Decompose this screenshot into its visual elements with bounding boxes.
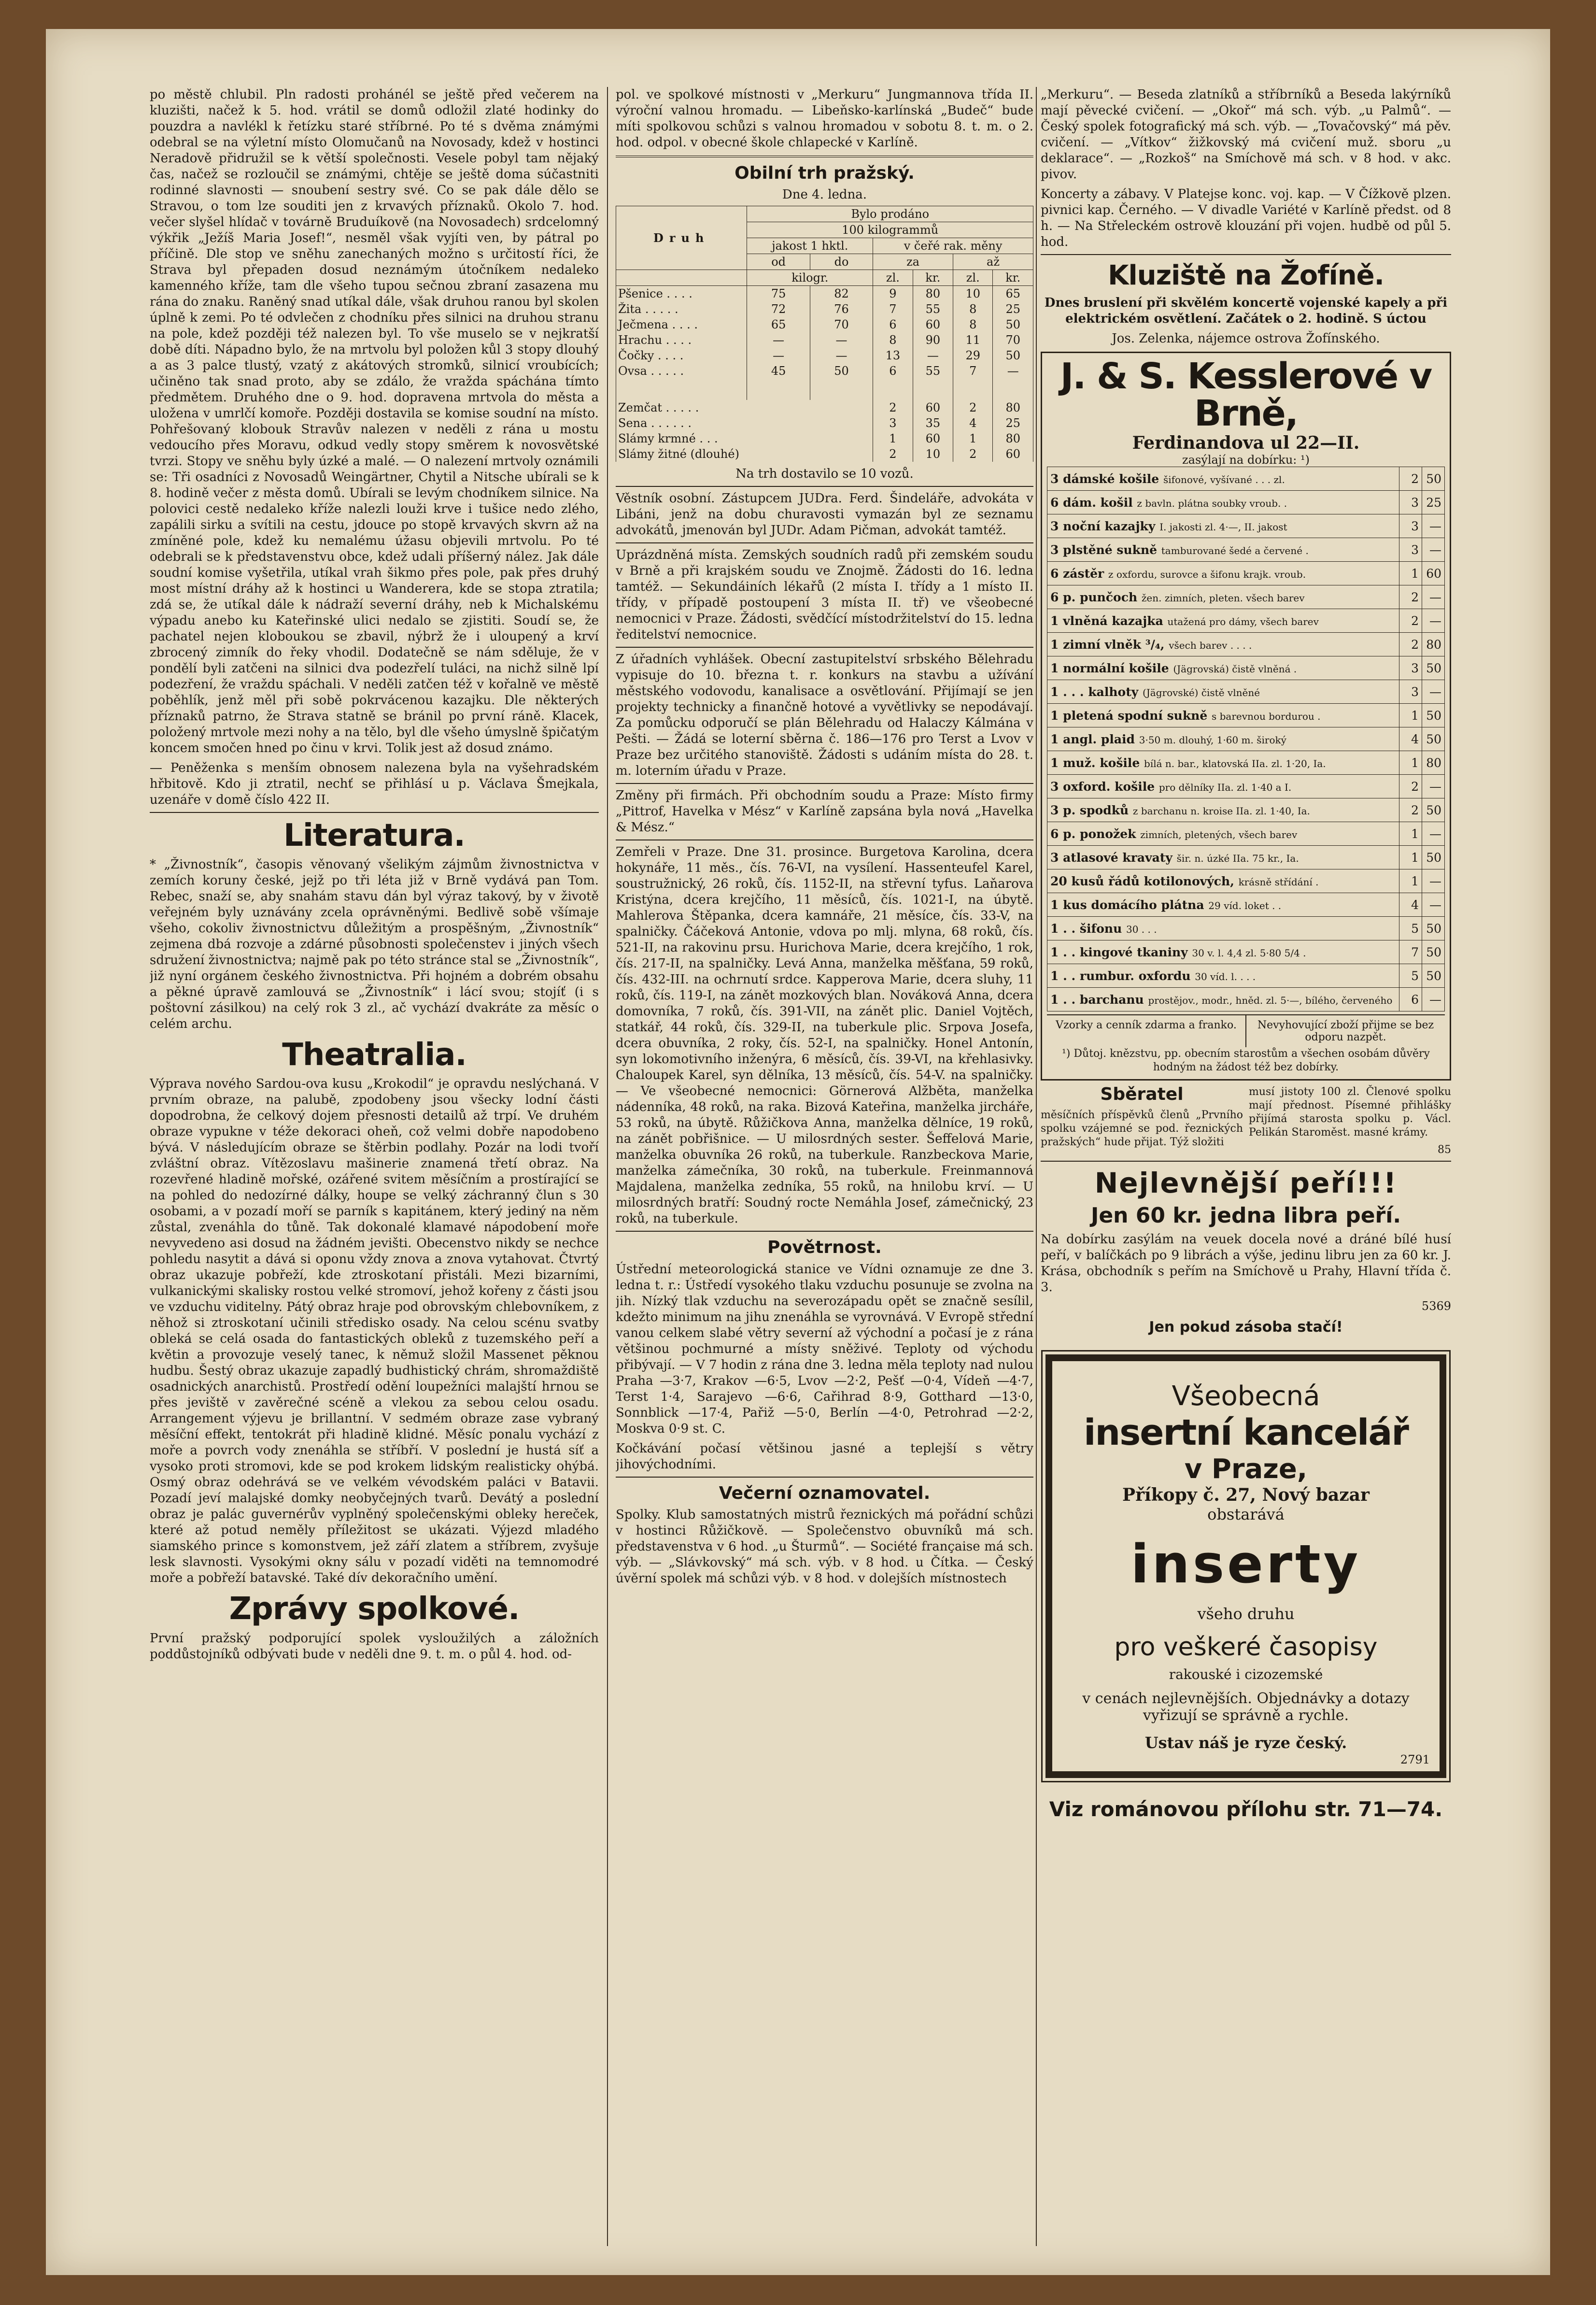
price-row bbox=[1047, 538, 1445, 562]
price-row bbox=[1047, 893, 1445, 917]
table-row: Hrachu . . . . — — 8 90 11 70 bbox=[616, 332, 1033, 348]
col-header-za: za bbox=[873, 254, 953, 270]
murder-report-text: po městě chlubil. Pln radosti prohánél se ještě před večerem na kluzišti, načež k 5. hod. vrátil se domů odložil zlaté hodinky do pouzdra a navlékl k řetízku staré stříbrné. Po té s dvěma známými odebral se na výletní místo Olomučanů na Novosady, kdež v hostinci Neradově přidružil se k větší společnosti. Vesele pobyl tam nějaký čas, načež se rozloučil se známými, chtěje se ještě doma súčastniti rodinné slavnosti — snoubení sestry své. Co se pak dále dělo se Stravou, o tom lze souditi jen z krvavých příznaků. Okolo 7. hod. večer slyšel hlídač v továrně Bruduíkově (na Novosadech) srdcelomný výkřik „Ježíš Maria Josef!“, nesměl však vyjíti ven, by pátral po příčině. Dle stop ve sněhu zanechaných možno s určitostí říci, že Strava byl přepaden dosud neznámým útočníkem nedaleko kamenného kříže, tam dle všeho tupou sečnou zbraní zasazena mu rána do znaku. Raněný snad utíkal dále, však druhou ranou byl skolen úplně k zemi. Po té odvlečen z chodníku přes silnici na druhou stranu na pole, kdež později též nalezen byl. To vše muselo se v nejkratší době díti. Nápadno bylo, že na mrtvolu byl položen kůl 3 stopy dlouhý a as 3 palce tlustý, vzatý z akátových stromků, silnicí vroubících; učiněno tak snad proto, aby se zdálo, že vražda spáchána tímto předmětem. Druhého dne o 9. hod. dopravena mrtvola do města a uložena v umrlčí komoře. Později dostavila se komise soudní na místo. Pohřešovaný klobouk Stravův nalezen v neděli z rána u mostu vedoucího přes Moravu, odkud vedly stopy směrem k novosvětské tvrzi. Stopy ve sněhu byly úzké a malé. — O nalezení mrtvoly oznámili se: Tři osadníci z Novosadů Weingärtner, Chytil a Nitsche ubírali se k 8. hodině večer z města domů. Ubírali se levým chodníkem silnice. Na polovici cestě nedaleko kříže nalezli louži krve i tušice nedo zlého, zapálili sirku a svítili na cestu, jdouce po stopě krvavých skvrn až na zmíněné pole, kdež ku nemalému úžasu objevili mrtvolu. Po té odebrali se k představenstvu obce, kdež udali příšerný nález. Jak dále soudní komise vyšetřila, utíkal vrah šikmo přes pole, pak přes druhý most místní dráhy až k hostinci u Wanderera, kde se stopa ztratila; zdá se, že utíkal dále k nádraží severní dráhy, neb k Michalskému výpadu anebo ku Kateřinské ulici nedalo se zjistiti. Soudí se, že pachatel nejen kloboukou se zbavil, nýbrž že i uloupený a krví zbrocený zimník do řeky vhodil. Dodatečně se nám sděluje, že v pondělí byli zatčeni na silnici dva podezřelí tuláci, na nichž silně lpí podezření, že vraždu spáchali. V neděli zatčen též v kořalně ve městě poběhlík, jenž měl při sobě pokrvácenou kazajku. Dle některých příznaků patrno, že Strava statně se bránil po první ráně. Klacek, položený mrtvole mezi nohy a na tělo, byl dle všeho úmyslně špičatým koncem smočen hned po činu v krvi. Tolik jest až dosud známo. bbox=[150, 87, 599, 755]
uradni-vyhlasky: Z úřadních vyhlášek. Obecní zastupitelství srbského Bělehradu vypisuje do 10. března t. r. konkurs na stavbu a užívání městského vodovodu, kanalisace a osvětlování. Přijímají se jen projekty technicky a finančně hotové a vyvětlivky se nepodávají. Za pomůcku odporučí se plán Bělehradu od Halaczy Kálmána v Pešti. — Žádá se loterní sběrna č. 186—176 pro Terst a Lvov v Praze bez určitého stanoviště. Žádosti s udáním místa do 28. t. m. loterním úřadu v Praze. bbox=[616, 652, 1033, 778]
divider bbox=[150, 812, 599, 813]
price-row bbox=[1047, 846, 1445, 869]
lost-purse-notice: — Peněženka s menším obnosem nalezena byla na vyšehradském hřbitově. Kdo ji ztratil, nechť se přihlásí u p. Václava Šmejkala, uzenáře v domě číslo 422 II. bbox=[150, 761, 599, 807]
col-header-do: do bbox=[810, 254, 873, 270]
price-zl: 3 bbox=[1399, 538, 1422, 562]
price-row bbox=[1047, 727, 1445, 751]
price-item-name bbox=[1047, 822, 1399, 846]
societies-continued-text: pol. ve spolkové místnosti v „Merkuru“ Jungmannova třída II. výroční valnou hromadu. — Libeňsko-karlínská „Budeč“ bude míti spolkovou schůzi s valnou hromadou v sobotu 8. t. m. o 2. hod. odpol. v obecné škole chlapecké v Karlíně. bbox=[616, 87, 1033, 150]
price-row bbox=[1047, 798, 1445, 822]
price-kr: 80 bbox=[1422, 633, 1445, 656]
price-zl: 2 bbox=[1399, 633, 1422, 656]
vestnik-osobni: Věstník osobní. Zástupcem JUDra. Ferd. Šindeláře, advokáta v Libáni, jenž na dobu churavosti vymazán byl ze seznamu advokátů, jmenován byl JUDr. Adam Pičman, advokát tamtéž. bbox=[616, 491, 1033, 538]
price-item-desc: utažená pro dámy, všech barev bbox=[1167, 615, 1319, 627]
price-kr: — bbox=[1422, 680, 1445, 704]
price-row bbox=[1047, 656, 1445, 680]
price-item-desc: krásně střídání . bbox=[1238, 876, 1319, 888]
price-row bbox=[1047, 680, 1445, 704]
price-row bbox=[1047, 467, 1445, 491]
table-row: Slámy krmné . . . 1 60 1 80 bbox=[616, 431, 1033, 446]
price-item-name-text: 1 angl. plaid bbox=[1050, 732, 1135, 746]
sberatel-text-2: musí jistoty 100 zl. Členové spolku mají přednost. Písemné přihlášky přijímá starosta spolku p. Václ. Pelikán Staroměst. masné krámy. bbox=[1249, 1086, 1451, 1139]
table-row: Sena . . . . . . 3 35 4 25 bbox=[616, 415, 1033, 431]
price-item-name-text: 1 . . šifonu bbox=[1050, 921, 1122, 936]
ins-inserty: inserty bbox=[1130, 1533, 1361, 1595]
peri-subheading: Jen 60 kr. jedna libra peří. bbox=[1090, 1203, 1401, 1228]
price-item-name bbox=[1047, 633, 1399, 656]
table-row: Žita . . . . . 72 76 7 55 8 25 bbox=[616, 301, 1033, 317]
price-item-name-text: 20 kusů řádů kotilonových, bbox=[1050, 874, 1234, 888]
price-kr: — bbox=[1422, 869, 1445, 893]
povetrnost-heading: Povětrnost. bbox=[767, 1237, 882, 1257]
price-kr: 80 bbox=[1422, 751, 1445, 775]
table-row: Zemčat . . . . . 2 60 2 80 bbox=[616, 400, 1033, 415]
column-1 bbox=[150, 87, 599, 2251]
theatralia-text: Výprava nového Sardou-ova kusu „Krokodil“ je opravdu neslýchaná. V prvním obraze, na palubě, zpodobeny jsou všecky lodní části dopodrobna, že celkový dojem přesnosti detailů až trpí. Ve druhém obraze vypukne v téže dekoraci oheň, což velmi dobře napodobeno bývá. V následujícím obraze se štěrbin podlahy. Pozár na lodi tvoří zvláštní obraz. Vítězoslavu mašinerie znamená třetí obraz. Na rozevřené hladině mořské, ozářené svitem měsíčním a prostírající se na pohled do nedozírné dálky, houpe se velký záchranný člun s 30 osobami, a v pozadí moří se parník s kapitánem, který jediný na něm zůstal, zvenáhla do tůně. Tak dokonalé klamavé nápodobení moře nevyvedeno asi dosud na žádném jevišti. Obecenstvo nikdy se nechce pohledu nasytit a dává si oponu vždy znova a znova vytahovat. Čtvrtý obraz ukazuje pobřeží, kde ztroskotaní přistáli. Mezi bizarními, vulkanickými skalisky rostou velké stromoví, jehož kořeny z části jsou ve vzduchu viditelny. Pátý obraz hraje pod obrovským chlebovníkem, z něhož si ztroskotaní učinili středisko osady. Na celou scénu svatby obleká se celá osada do fantastických obleků z tuzemského peří a květin a provozuje veselý tanec, k němuž složil Massenet pěknou hudbu. Šestý obraz ukazuje zapadlý budhistický chrám, shromaždiště osadnických anarchistů. Prostředí odění loupežníci malajští hrnou se přes jeviště v zavěrečné scéně a vlekou za sebou celou osadu. Arrangement výjevu je brillantní. V sedmém obraze zase vybraný měsíční effekt, tentokrát při hladině klidné. Měsíc ponalu vychází z moře a povrch vody znenáhla se stříbří. V poslední je hustá síť a vysoko proti stromovi, kde se pod krokem lidským realisticky ohýbá. Osmý obraz odehrává se ve velkém vévodském paláci v Batavii. Pozadí jeví malajské domky neobyčejných tvarů. Devátý a poslední obraz je palác guvernérův vyplněný společenskými obleky hereček, které až potud neměly příležitost se ukázati. Výjezd mladého siamského prince s komonstvem, jež září zlatem a stříbrem, zvyšuje lesk slavnosti. Vysokými okny sálu v pozadí viděti na temnomodré moře a pobřeží batavské. Také dív dekoračního umění. bbox=[150, 1077, 599, 1586]
kessler-price-list bbox=[1047, 467, 1445, 1011]
price-row bbox=[1047, 704, 1445, 727]
price-item-name bbox=[1047, 893, 1399, 917]
grain-market-table bbox=[616, 206, 1033, 462]
price-zl: 5 bbox=[1399, 917, 1422, 940]
col-header-kilogr: kilogr. bbox=[747, 270, 873, 285]
price-item-desc: 30 . . . bbox=[1126, 923, 1157, 935]
price-item-desc: šir. n. úzké IIa. 75 kr., Ia. bbox=[1176, 852, 1299, 864]
price-item-name bbox=[1047, 514, 1399, 538]
price-row bbox=[1047, 633, 1445, 656]
price-item-desc: 30 v. l. 4,4 zl. 5·80 5/4 . bbox=[1192, 947, 1306, 959]
price-item-desc: s barevnou bordurou . bbox=[1211, 710, 1321, 722]
divider bbox=[616, 647, 1033, 648]
price-kr: 50 bbox=[1422, 798, 1445, 822]
price-item-name-text: 1 normální košile bbox=[1050, 661, 1169, 675]
price-row bbox=[1047, 917, 1445, 940]
price-item-desc: 29 víd. loket . . bbox=[1208, 899, 1282, 911]
price-item-name-text: 1 . . rumbur. oxfordu bbox=[1050, 968, 1191, 983]
divider bbox=[1041, 1161, 1451, 1162]
ins-address: Příkopy č. 27, Nový bazar bbox=[1122, 1484, 1370, 1505]
price-item-name-text: 1 pletená spodní sukně bbox=[1050, 708, 1208, 723]
price-item-name-text: 6 zástěr bbox=[1050, 566, 1104, 581]
table-row: Pšenice . . . . 75 82 9 80 10 65 bbox=[616, 285, 1033, 301]
price-row bbox=[1047, 751, 1445, 775]
price-item-name bbox=[1047, 609, 1399, 633]
vecerni-oznamovatel-text: Spolky. Klub samostatných mistrů řeznických má pořádní schůzi v hostinci Růžičkově. — Společenstvo obuvníků má sch. představenstva v 6 hod. „u Šturmů“. — Société française má sch. výb. — „Slávkovský“ má sch. výb. v 8 hod. u Čítka. — Český úvěrní spolek má schůzi výb. v 8 hod. v dolejších místnostech bbox=[616, 1508, 1033, 1586]
price-item-desc: 30 víd. l. . . . bbox=[1195, 970, 1256, 982]
price-zl: 4 bbox=[1399, 893, 1422, 917]
price-zl: 3 bbox=[1399, 514, 1422, 538]
price-item-desc: 3·50 m. dlouhý, 1·60 m. široký bbox=[1139, 734, 1286, 746]
price-item-name-text: 1 . . barchanu bbox=[1050, 992, 1144, 1007]
price-zl: 7 bbox=[1399, 940, 1422, 964]
price-item-desc: šifonové, vyšívané . . . zl. bbox=[1163, 473, 1285, 485]
price-item-desc: tamburované šedé a červené . bbox=[1161, 544, 1309, 556]
divider bbox=[616, 1231, 1033, 1232]
ins-ryze-cesky: Ustav náš je ryze český. bbox=[1144, 1733, 1347, 1752]
ins-obstarava: obstarává bbox=[1207, 1505, 1285, 1523]
price-item-name-text: 1 . . kingové tkaniny bbox=[1050, 945, 1188, 959]
price-item-desc: bílá n. bar., klatovská IIa. zl. 1·20, Ia. bbox=[1144, 757, 1326, 769]
kessler-note: zasýlají na dobírku: ¹) bbox=[1182, 453, 1310, 467]
peri-heading: Nejlevnější peří!!! bbox=[1094, 1167, 1398, 1200]
market-rows-grain bbox=[616, 285, 1033, 379]
price-kr: — bbox=[1422, 822, 1445, 846]
price-zl: 1 bbox=[1399, 869, 1422, 893]
kessler-footer bbox=[1047, 1014, 1445, 1047]
col-header-zl: zl. bbox=[953, 270, 993, 285]
zmeny-pri-firmach: Změny při firmách. Při obchodním soudu a Praze: Místo firmy „Pittrof, Havelka v Mész“ v Karlíně zapsána byla nová „Havelka & Mész.“ bbox=[616, 788, 1033, 835]
price-row bbox=[1047, 609, 1445, 633]
price-item-desc: (Jägrovské) čistě vlněné bbox=[1142, 686, 1260, 698]
price-zl: 2 bbox=[1399, 467, 1422, 491]
price-kr: — bbox=[1422, 609, 1445, 633]
zemreli-v-praze: Zemřeli v Praze. Dne 31. prosince. Burgetova Karolina, dcera hokynáře, 11 měs., čís. 76-VI, na vysílení. Hassenteufel Karel, soustružnický, 26 roků, čís. 1152-II, na střevní tyfus. Laňarova Kristýna, dcera krejčího, 11 měsíců, čís. 1021-I, na úbytě. Mahlerova Štěpanka, dcera kamnáře, 21 měsíce, čís. 33-V, na spalničky. Čáčeková Antonie, vdova po mlj. mlyna, 68 roků, čís. 521-II, na rakovinu prsu. Hurichova Marie, dcera krejčího, 1 rok, čís. 217-II, na spalničky. Levá Anna, manželka měšťana, 59 roků, čís. 432-III. na ochrnutí srdce. Kapperova Marie, dcera sluhy, 11 roků, čís. 119-I, na zánět mozkových blan. Nováková Anna, dcera domovníka, 7 roků, čís. 391-VII, na zánět plic. Daniel Vojtěch, statkář, 44 roků, čís. 329-II, na tuberkule plic. Srpova Josefa, dcera obuvníka, 2 roky, čís. 52-I, na spalničky. Honel Antonín, syn lokomotivního inženýra, 6 měsíců, čís. 39-VI, na křehlasivky. Chaloupek Karel, syn dělníka, 13 měsíců, čís. 54-V. na spalničky. — Ve všeobecné nemocnici: Görnerová Alžběta, manželka nádenníka, 48 roků, na raka. Bizová Kateřina, manželka jircháře, 53 roků, na úbytě. Růžičkova Anna, manželka dělníce, 19 roků, na zánět pobřišnice. — U milosrdných sester. Šeffelová Marie, manželka obuvníka 26 roků, na tuberkule. Ranzbeckova Marie, manželka zámečníka, 30 roků, na tuberkule. Freinmannová Majdalena, manželka zedníka, 55 roků, na hnilobu krví. — U milosrdných bratří: Soudný rocte Nemáhla Josef, zámečnický, 23 roků, na tuberkule. bbox=[616, 844, 1033, 1226]
price-zl: 1 bbox=[1399, 751, 1422, 775]
price-item-name bbox=[1047, 846, 1399, 869]
newspaper-page bbox=[46, 29, 1550, 2275]
price-item-desc: (Jägrovská) čistě vlněná . bbox=[1173, 663, 1297, 675]
price-item-name-text: 1 kus domácího plátna bbox=[1050, 897, 1204, 912]
kessler-advertisement bbox=[1041, 352, 1451, 1081]
zpravy-spolkove-text: První pražský podporující spolek vysloužilých a záložních poddůstojníků odbývati bude v neděli dne 9. t. m. o půl 4. hod. od- bbox=[150, 1631, 599, 1662]
literatura-heading: Literatura. bbox=[283, 818, 465, 854]
price-row bbox=[1047, 822, 1445, 846]
price-item-name-text: 3 noční kazajky bbox=[1050, 519, 1156, 533]
theatralia-heading: Theatralia. bbox=[282, 1037, 466, 1073]
price-item-name bbox=[1047, 727, 1399, 751]
price-row bbox=[1047, 585, 1445, 609]
price-item-name-text: 3 atlasové kravaty bbox=[1050, 850, 1172, 865]
kluziste-signature: Jos. Zelenka, nájemce ostrova Žofínského. bbox=[1112, 331, 1380, 346]
col-header-jakost: jakost 1 hktl. bbox=[747, 238, 873, 254]
col-header-kr: kr. bbox=[993, 270, 1033, 285]
kessler-footer-returns: Nevyhovující zboží přijme se bez odporu nazpět. bbox=[1245, 1015, 1445, 1047]
ins-line-1: Všeobecná bbox=[1172, 1380, 1320, 1412]
vecerni-oznamovatel-heading: Večerní oznamovatel. bbox=[719, 1483, 931, 1503]
price-kr: — bbox=[1422, 585, 1445, 609]
price-item-name bbox=[1047, 538, 1399, 562]
price-item-name-text: 6 p. ponožek bbox=[1050, 826, 1136, 841]
price-row bbox=[1047, 869, 1445, 893]
price-item-name bbox=[1047, 775, 1399, 798]
price-zl: 4 bbox=[1399, 727, 1422, 751]
price-zl: 2 bbox=[1399, 585, 1422, 609]
price-kr: 25 bbox=[1422, 491, 1445, 514]
price-zl: 2 bbox=[1399, 798, 1422, 822]
uprazdnena-mista: Uprázdněná místa. Zemských soudních radů při zemském soudu v Brně a při krajském soudu ve Znojmě. Žádosti do 16. ledna tamtéž. — Sekundáiních lékařů (2 místa I. třídy a 1 místo II. třídy, v případě postoupení 3 místa II. tř) ve všeobecné nemocnici v Praze. Žádosti, svědčící místodržitelství do 15. ledna ředitelství nemocnice. bbox=[616, 547, 1033, 642]
societies-continued-text: „Merkuru“. — Beseda zlatníků a stříbrníků a Beseda lakýrníků mají pěvecké cvičení. — „Okoř“ má sch. výb. „u Palmů“. — Český spolek fotografický má sch. výb. — „Tovačovský“ má pěv. cvičení. — „Vítkov“ žižkovský má cvičení muž. sboru „u deklarace“. — „Rozkoš“ na Smíchově má sch. v 8 hod. v akc. pivov. bbox=[1041, 87, 1451, 182]
price-item-desc: z barchanu n. kroise IIa. zl. 1·40, Ia. bbox=[1132, 805, 1310, 817]
price-zl: 3 bbox=[1399, 491, 1422, 514]
kluziste-heading: Kluziště na Žofíně. bbox=[1108, 260, 1384, 291]
price-item-desc: z oxfordu, surovce a šifonu krajk. vroub. bbox=[1108, 568, 1306, 580]
sberatel-ad bbox=[1041, 1085, 1451, 1157]
price-item-name bbox=[1047, 751, 1399, 775]
price-item-name-text: 1 vlněná kazajka bbox=[1050, 613, 1163, 628]
price-item-name bbox=[1047, 562, 1399, 585]
price-item-name-text: 1 . . . kalhoty bbox=[1050, 684, 1139, 699]
price-zl: 6 bbox=[1399, 988, 1422, 1011]
market-note: Na trh dostavilo se 10 vozů. bbox=[735, 466, 914, 481]
price-kr: — bbox=[1422, 538, 1445, 562]
divider bbox=[1041, 254, 1451, 255]
ins-rakouske: rakouské i cizozemské bbox=[1169, 1666, 1323, 1682]
kessler-footer-samples: Vzorky a cenník zdarma a franko. bbox=[1056, 1019, 1237, 1032]
sberatel-text: měsíčních příspěvků členů „Prvního spolku vzájemné se pod. řeznických pražských“ hude přijat. Týž složiti bbox=[1041, 1109, 1243, 1148]
ins-number: 2791 bbox=[1400, 1752, 1430, 1766]
peri-number: 5369 bbox=[1421, 1299, 1451, 1313]
price-item-name-text: 1 muž. košile bbox=[1050, 755, 1140, 770]
table-row: Ječmena . . . . 65 70 6 60 8 50 bbox=[616, 317, 1033, 332]
grain-market-heading: Obilní trh pražský. bbox=[734, 163, 915, 183]
povetrnost-text: Ústřední meteorologická stanice ve Vídni oznamuje ze dne 3. ledna t. r.: Ústředí vysokého tlaku vzduchu posunuje se zvolna na jih. Nízký tlak vzduchu na severozápadu opět se značně sesílil, kdežto minimum na jihu znenáhla se vyrovnává. V Evropě střední vanou celkem slabé větry severní až východní a počasí je z rána většinou pochmurné a místy sněživé. Teploty od východu přibývají. — V 7 hodin z rána dne 3. ledna měla teploty nad nulou Praha —3·7, Krakov —6·5, Lvov —2·2, Pešť —0·4, Vídeň —4·7, Terst 1·4, Sarajevo —6·6, Cařihrad 8·9, Gotthard —13·0, Sonnblick —17·4, Pařiž —5·0, Berlín —4·0, Petrohrad —2·2, Moskva 0·9 st. C. bbox=[616, 1262, 1033, 1436]
price-row bbox=[1047, 964, 1445, 988]
divider bbox=[616, 542, 1033, 543]
price-row bbox=[1047, 562, 1445, 585]
price-kr: — bbox=[1422, 775, 1445, 798]
price-zl: 3 bbox=[1399, 680, 1422, 704]
sberatel-heading: Sběratel bbox=[1100, 1084, 1184, 1105]
zpravy-spolkove-heading: Zprávy spolkové. bbox=[229, 1591, 520, 1627]
price-item-name-text: 6 dám. košil bbox=[1050, 495, 1133, 510]
price-item-desc: pro dělníky IIa. zl. 1·40 a I. bbox=[1158, 781, 1292, 793]
price-item-name-text: 3 oxford. košile bbox=[1050, 779, 1155, 794]
price-kr: 50 bbox=[1422, 727, 1445, 751]
divider bbox=[616, 839, 1033, 840]
ins-vseho-druhu: všeho druhu bbox=[1197, 1604, 1295, 1623]
kessler-footnote: ¹) Důtoj. knězstvu, pp. obecním starostům a všechen osobám důvěry hodným na žádost též bez dobírky. bbox=[1062, 1048, 1430, 1074]
price-item-desc: z bavln. plátna soubky vroub. . bbox=[1137, 497, 1287, 509]
price-item-name bbox=[1047, 656, 1399, 680]
ins-line-2: insertní kancelář bbox=[1084, 1411, 1408, 1453]
peri-text: Na dobírku zasýlám na veuek docela nové a dráné bílé husí peří, v balíčkách po 9 librách a výše, jedinu libru jen za 60 kr. J. Krása, obchodník s peřím na Smíchově u Prahy, Hlavní třída č. 3. bbox=[1041, 1232, 1451, 1295]
table-row: Slámy žitné (dlouhé) 2 10 2 60 bbox=[616, 446, 1033, 462]
price-item-name-text: 6 p. punčoch bbox=[1050, 590, 1138, 604]
price-zl: 5 bbox=[1399, 964, 1422, 988]
divider bbox=[616, 156, 1033, 157]
price-item-name-text: 3 p. spodků bbox=[1050, 803, 1129, 817]
literatura-text: * „Živnostník“, časopis věnovaný všelikým zájmům živnostnictva v zemích koruny české, jejž po tři léta již v Brně vydává pan Tom. Rebec, snaží se, aby snahám stavu dán byl výraz takový, by v životě veřejném byly uznávány zcela oprávněnými. Bedlivě sobě všímaje všeho, cokoliv živnostnictvu důležitým a prospěšným, „Živnostník“ zejmena dbá rozvoje a zdárné působnosti společenstev i jiných všech sdružení živnostnictva; najmě pak po této stránce stal se „Živnostník“, již nyní orgánem českého živnostnictva. Při hojném a dobrém obsahu a pěkné úpravě zamlouvá se „Živnostník“ i lácí svou; stojíť (i s poštovní zásilkou) na celý rok 3 zl., ač vychází dvakráte za měsíc o celém archu. bbox=[150, 857, 599, 1032]
price-kr: — bbox=[1422, 988, 1445, 1011]
price-kr: — bbox=[1422, 893, 1445, 917]
price-item-name bbox=[1047, 940, 1399, 964]
price-item-name bbox=[1047, 680, 1399, 704]
povetrnost-forecast: Kočkávání počasí většinou jasné a teplejší s větry jihovýchodními. bbox=[616, 1441, 1033, 1472]
price-kr: 50 bbox=[1422, 656, 1445, 680]
col-header-prodano: Bylo prodáno bbox=[747, 206, 1033, 222]
price-item-desc: žen. zimních, pleten. všech barev bbox=[1141, 592, 1305, 604]
price-item-name bbox=[1047, 798, 1399, 822]
price-item-desc: prostějov., modr., hněd. zl. 5·—, bílého, červeného bbox=[1148, 994, 1393, 1006]
price-kr: 50 bbox=[1422, 846, 1445, 869]
price-row bbox=[1047, 514, 1445, 538]
market-rows-other bbox=[616, 400, 1033, 462]
kessler-address: Ferdinandova ul 22—II. bbox=[1132, 433, 1360, 454]
ins-ceny: v cenách nejlevnějších. Objednávky a dotazy vyřizují se správně a rychle. bbox=[1082, 1690, 1410, 1724]
column-rule-2 bbox=[1036, 87, 1037, 2246]
sberatel-number: 85 bbox=[1438, 1144, 1451, 1156]
price-row bbox=[1047, 988, 1445, 1011]
price-item-name bbox=[1047, 869, 1399, 893]
col-header-zl: zl. bbox=[873, 270, 913, 285]
price-item-name bbox=[1047, 917, 1399, 940]
price-zl: 2 bbox=[1399, 609, 1422, 633]
column-2 bbox=[616, 87, 1033, 2251]
price-kr: 50 bbox=[1422, 704, 1445, 727]
ins-line-3: v Praze, bbox=[1184, 1453, 1308, 1485]
col-header-kr: kr. bbox=[913, 270, 953, 285]
price-row bbox=[1047, 940, 1445, 964]
peri-footer: Jen pokud zásoba stačí! bbox=[1149, 1319, 1343, 1336]
table-row: Ovsa . . . . . 45 50 6 55 7 — bbox=[616, 363, 1033, 379]
price-kr: 50 bbox=[1422, 467, 1445, 491]
col-header-100kg: 100 kilogrammů bbox=[747, 222, 1033, 238]
kluziste-text: Dnes bruslení při skvělém koncertě vojenské kapely a při elektrickém osvětlení. Začátek o 2. hodině. S úctou bbox=[1044, 295, 1448, 326]
price-kr: 50 bbox=[1422, 964, 1445, 988]
col-header-druh: Druh bbox=[616, 206, 747, 270]
price-kr: 60 bbox=[1422, 562, 1445, 585]
price-row bbox=[1047, 775, 1445, 798]
price-item-desc: všech barev . . . . bbox=[1169, 639, 1252, 651]
col-header-az: až bbox=[953, 254, 1033, 270]
price-zl: 1 bbox=[1399, 704, 1422, 727]
price-item-name-text: 1 zimní vlněk ³/₄, bbox=[1050, 637, 1165, 652]
price-item-name bbox=[1047, 704, 1399, 727]
col-header-od: od bbox=[747, 254, 810, 270]
price-item-name-text: 3 dámské košile bbox=[1050, 471, 1159, 486]
grain-market-date: Dne 4. ledna. bbox=[782, 187, 867, 202]
price-item-name bbox=[1047, 491, 1399, 514]
price-zl: 1 bbox=[1399, 822, 1422, 846]
price-kr: 50 bbox=[1422, 917, 1445, 940]
price-zl: 3 bbox=[1399, 656, 1422, 680]
price-item-name bbox=[1047, 467, 1399, 491]
ins-pro-casopisy: pro veškeré časopisy bbox=[1114, 1632, 1378, 1662]
price-item-desc: I. jakosti zl. 4·—, II. jakost bbox=[1159, 521, 1287, 533]
price-row bbox=[1047, 491, 1445, 514]
table-row: Čočky . . . . — — 13 — 29 50 bbox=[616, 348, 1033, 363]
price-item-name bbox=[1047, 585, 1399, 609]
price-kr: — bbox=[1422, 514, 1445, 538]
divider bbox=[616, 783, 1033, 784]
price-item-name bbox=[1047, 964, 1399, 988]
divider bbox=[616, 1477, 1033, 1478]
col-header-cena: v čeřé rak. měny bbox=[873, 238, 1033, 254]
price-item-desc: zimních, pletených, všech barev bbox=[1140, 828, 1298, 840]
divider bbox=[616, 486, 1033, 487]
price-zl: 1 bbox=[1399, 846, 1422, 869]
price-zl: 2 bbox=[1399, 775, 1422, 798]
column-3 bbox=[1041, 87, 1451, 2251]
insertni-kancelar-ad bbox=[1045, 1354, 1446, 1778]
kessler-title: J. & S. Kesslerové v Brně, bbox=[1060, 355, 1432, 435]
column-rule-1 bbox=[607, 87, 608, 2246]
price-item-name bbox=[1047, 988, 1399, 1011]
koncerty-text: Koncerty a zábavy. V Platejse konc. voj. kap. — V Čížkově plzen. pivnici kap. Černého. — V divadle Variété v Karlíně předst. od 8 h. — Na Střeleckém ostrově klouzání při vojen. hudbě od půl 5. hod. bbox=[1041, 187, 1451, 249]
price-item-name-text: 3 plstěné sukně bbox=[1050, 542, 1158, 557]
price-zl: 1 bbox=[1399, 562, 1422, 585]
roman-supplement-note: Viz románovou přílohu str. 71—74. bbox=[1049, 1797, 1443, 1821]
price-kr: 50 bbox=[1422, 940, 1445, 964]
